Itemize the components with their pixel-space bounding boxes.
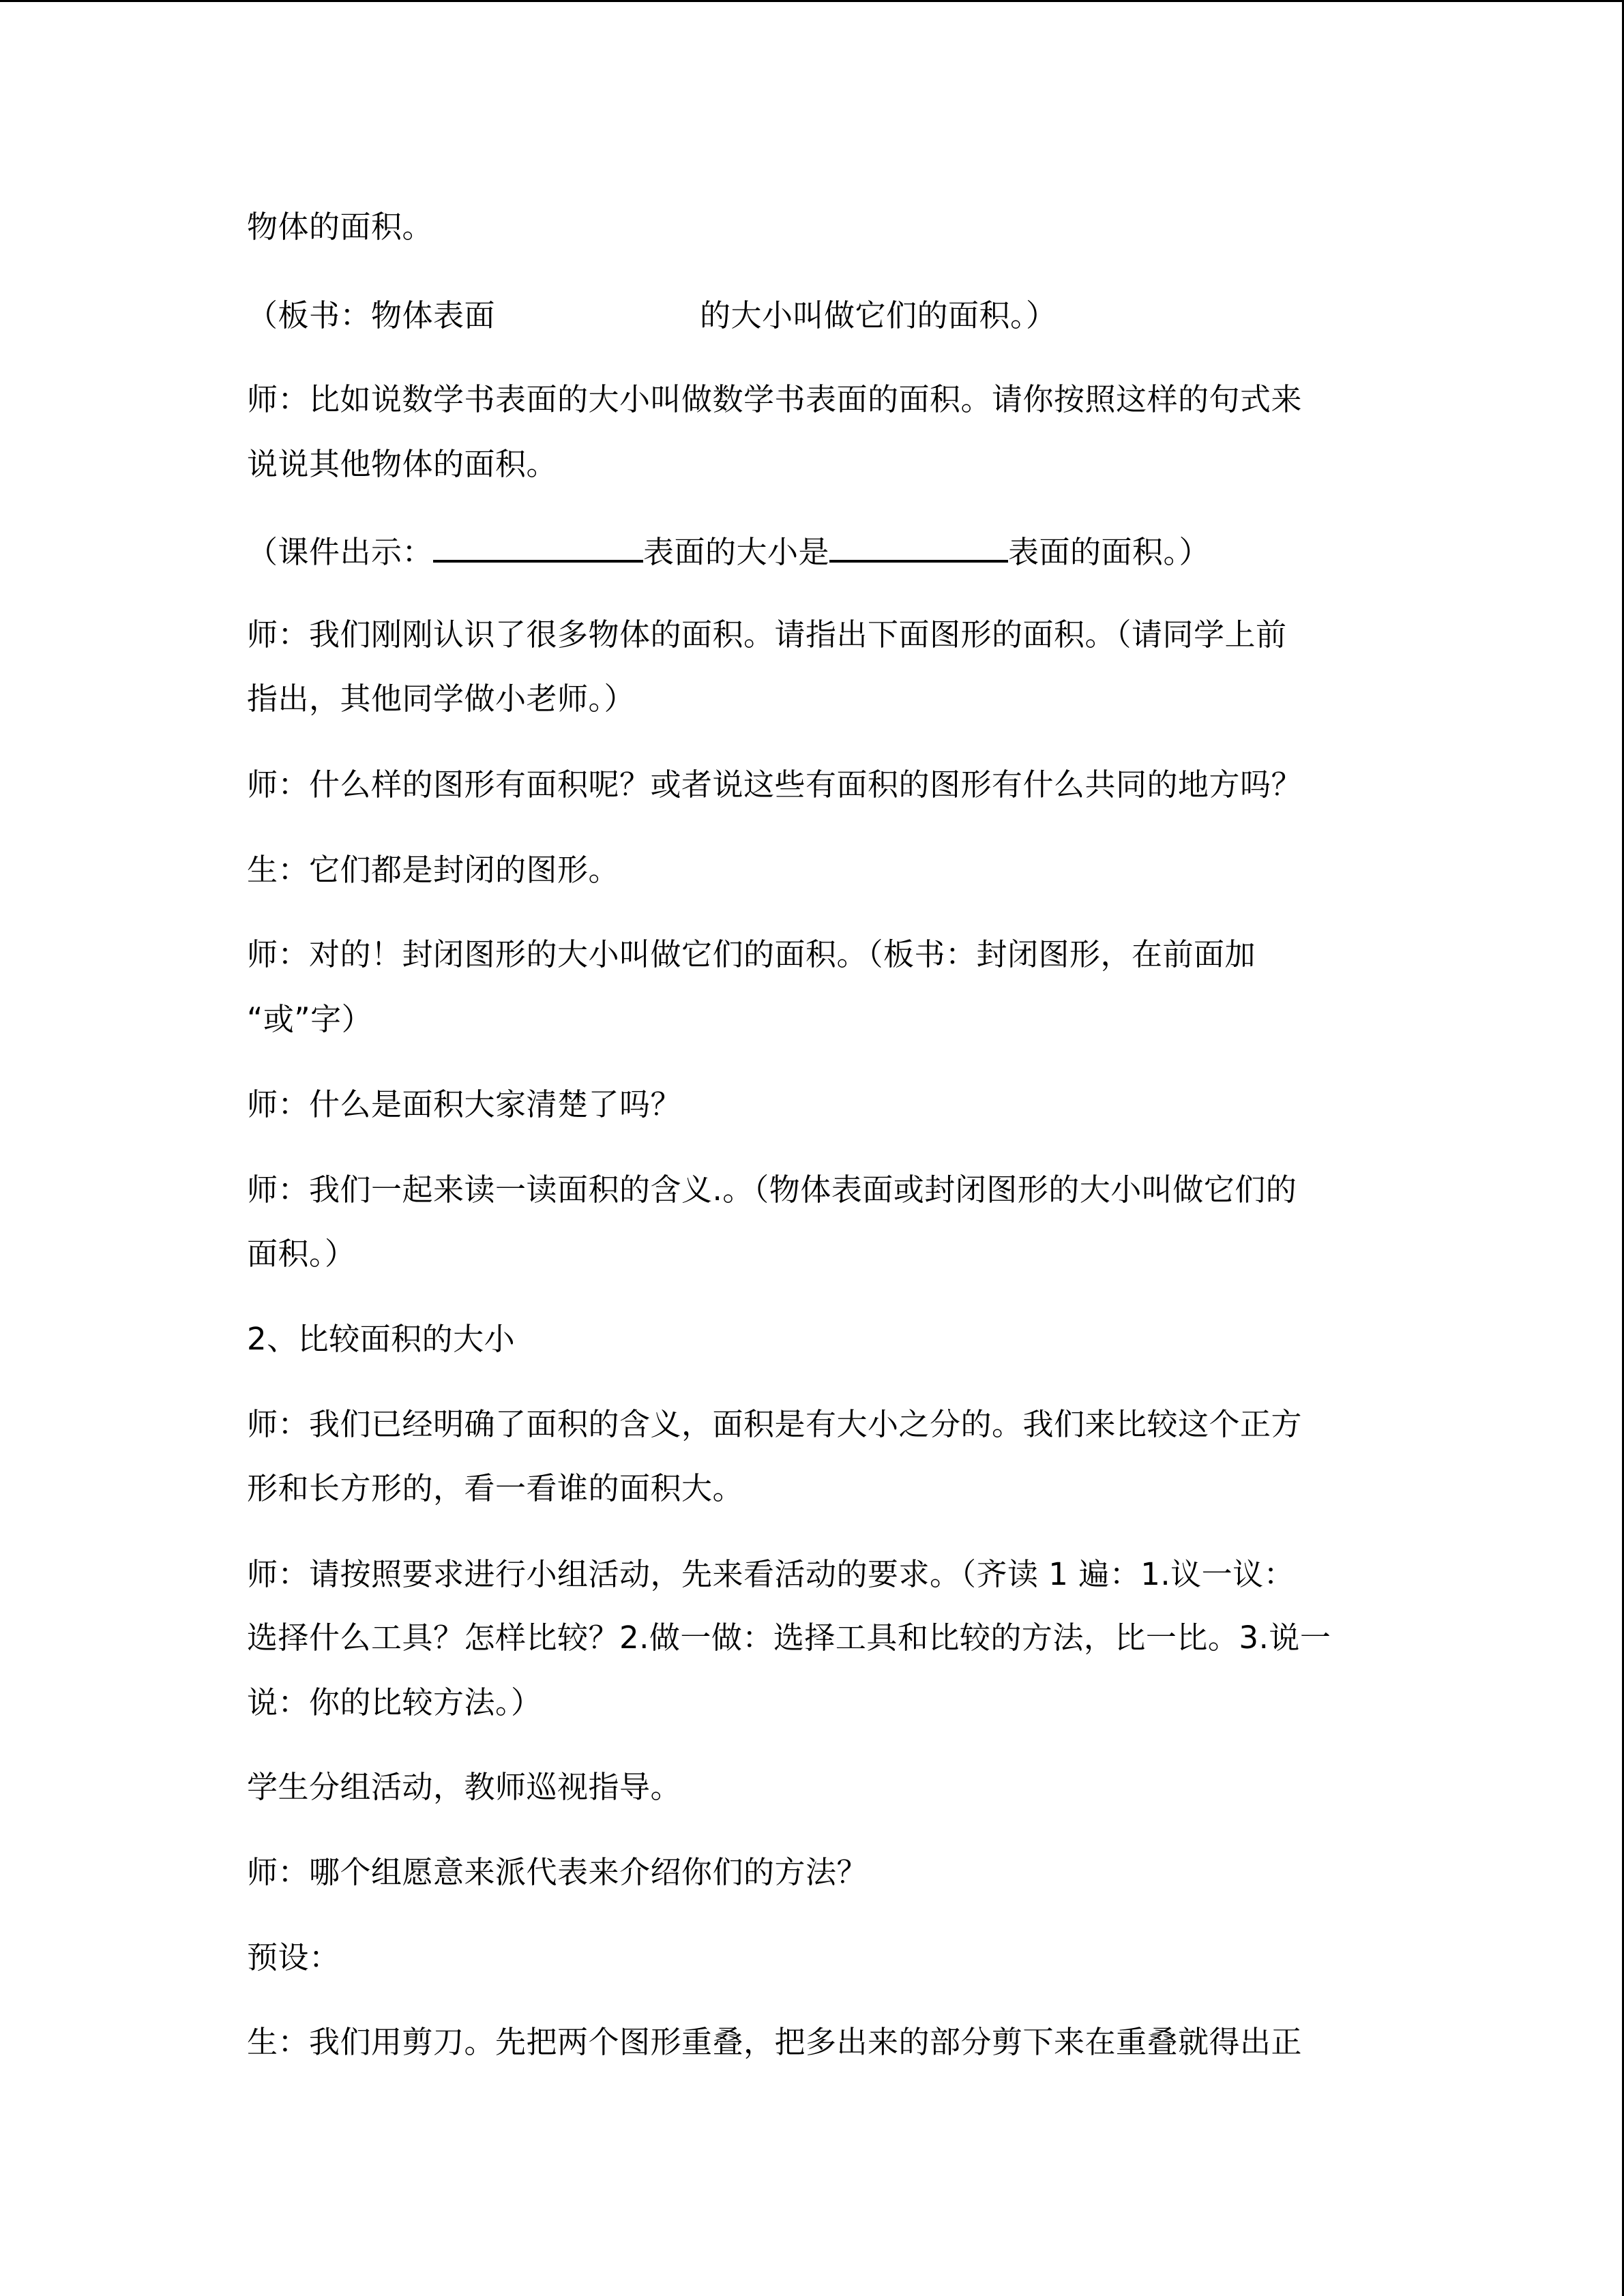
text-line: 师：请按照要求进行小组活动，先来看活动的要求。（齐读 1 遍：1.议一议： [247,1556,1295,1592]
text-line: 师：对的！封闭图形的大小叫做它们的面积。（板书：封闭图形，在前面加 [247,936,1256,972]
text-line: 师：什么样的图形有面积呢？或者说这些有面积的图形有什么共同的地方吗？ [247,766,1303,803]
text-line: 师：比如说数学书表面的大小叫做数学书表面的面积。请你按照这样的句式来 [247,381,1303,417]
fill-in-middle: 表面的大小是 [643,534,830,570]
text-line: 说说其他物体的面积。 [247,446,558,482]
text-line-fill-in [247,530,1210,573]
fill-in-blank [829,530,1008,563]
fill-in-suffix: 表面的面积。） [1008,534,1211,570]
text-line: 学生分组活动，教师巡视指导。 [247,1769,682,1805]
fill-in-prefix: （课件出示： [247,534,434,570]
text-line: 师：哪个组愿意来派代表来介绍你们的方法？ [247,1854,868,1890]
text-line: 物体的面积。 [247,209,434,245]
text-line: 师：我们刚刚认识了很多物体的面积。请指出下面图形的面积。（请同学上前 [247,616,1287,653]
text-line: 形和长方形的，看一看谁的面积大。 [247,1470,744,1506]
text-line: 生：它们都是封闭的图形。 [247,852,620,888]
text-line: 指出，其他同学做小老师。） [247,681,636,717]
fill-in-blank [433,530,643,563]
text-line: 师：什么是面积大家清楚了吗？ [247,1086,682,1122]
section-heading: 2、比较面积的大小 [247,1321,516,1357]
text-line: 面积。） [247,1236,356,1272]
text-line: “或”字） [247,1001,373,1037]
board-note-prefix: （板书：物体表面 [247,297,496,333]
text-line: 选择什么工具？怎样比较？2.做一做：选择工具和比较的方法，比一比。3.说一 [247,1620,1331,1656]
text-line-board-note [247,295,1057,336]
text-line: 师：我们一起来读一读面积的含义.。（物体表面或封闭图形的大小叫做它们的 [247,1172,1297,1208]
text-line: 预设： [247,1939,340,1976]
board-note-suffix: 的大小叫做它们的面积。） [700,297,1057,333]
text-line: 说：你的比较方法。） [247,1684,542,1720]
text-line: 师：我们已经明确了面积的含义，面积是有大小之分的。我们来比较这个正方 [247,1406,1303,1442]
text-line: 生：我们用剪刀。先把两个图形重叠，把多出来的部分剪下来在重叠就得出正 [247,2024,1303,2060]
